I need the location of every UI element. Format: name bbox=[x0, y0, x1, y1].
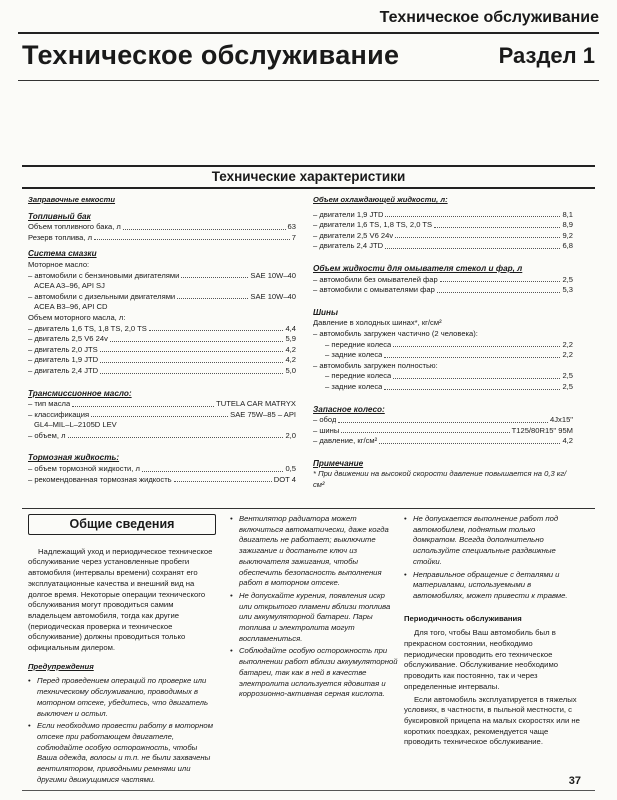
spec-line: Объем топливного бака, л 63 bbox=[28, 222, 296, 232]
spec-line: – двигатель 1,6 TS, 1,8 TS, 2,0 TS 4,4 bbox=[28, 323, 296, 333]
section-divider bbox=[22, 508, 595, 509]
motor-oil-label: Моторное масло: bbox=[28, 259, 90, 269]
spec-line: – давление, кг/см² 4,2 bbox=[313, 436, 573, 446]
spec-line: – автомобили с бензиновыми двигателями SAE 10W–40 bbox=[28, 270, 296, 280]
spec-line: – двигатель 2,0 JTS 4,2 bbox=[28, 344, 296, 354]
header-rule bbox=[18, 80, 599, 81]
list-item: • Неправильное обращение с деталями и материалами, используемыми в автомобилях, может привести к травме. bbox=[404, 569, 568, 600]
spec-line: – классификация SAE 75W–85 – API bbox=[28, 409, 296, 419]
spec-line: – двигатели 2,5 V6 24v 9,2 bbox=[313, 230, 573, 240]
list-item: • Перед проведением операций по проверке или техническому обслуживанию, проводимых в моторном отсеке, убедитесь, что двигатель выключен и остыл. bbox=[28, 676, 209, 718]
spec-line: – автомобили без омывателей фар 2,5 bbox=[313, 274, 573, 284]
list-item: • Соблюдайте особую осторожность при выполнении работ вблизи аккумуляторной батареи, так как в ней в качестве электролита используется ядовитая и коррозионно-активная серная кислота. bbox=[230, 646, 398, 699]
full-load-label: – автомобиль загружен полностью: bbox=[313, 360, 438, 370]
list-item: • Не допускается выполнение работ под автомобилем, поднятым только домкратом. Всегда дополнительно используйте специальные раздвижные стойки. bbox=[404, 514, 559, 566]
chapter-title: Техническое обслуживание bbox=[22, 40, 400, 70]
general-column-2 bbox=[230, 514, 398, 702]
oil-petrol-spec: ACEA A3–96, API SJ bbox=[34, 281, 105, 291]
trans-class-spec: GL4–MIL–L–2105D LEV bbox=[34, 420, 117, 430]
spec-line: – двигатели 1,9 JTD 8,1 bbox=[313, 209, 573, 219]
warnings-heading: Предупреждения bbox=[28, 661, 94, 671]
bottom-rule bbox=[22, 790, 595, 791]
spec-line: – двигатель 2,4 JTD 6,8 bbox=[313, 241, 573, 251]
general-column-1 bbox=[28, 514, 216, 787]
refill-heading: Заправочные емкости bbox=[28, 195, 116, 204]
page-number: 37 bbox=[568, 775, 581, 787]
spec-line: – объем тормозной жидкости, л 0,5 bbox=[28, 464, 296, 474]
list-item: • Не допускайте курения, появления искр или открытого пламени вблизи топлива или аккумуляторной батареи. Пары топлива и электролита могут воспламениться. bbox=[230, 590, 391, 643]
spec-line: – объем, л 2,0 bbox=[28, 430, 296, 440]
tyres-heading: Шины bbox=[313, 307, 338, 317]
spec-line: – обод 4Jx15" bbox=[313, 415, 573, 425]
spec-line: – шины T125/80R15" 95M bbox=[313, 425, 573, 435]
note-text: * При движении на высокой скорости давление повышается на 0,3 кг/см² bbox=[313, 469, 567, 490]
washer-heading: Объем жидкости для омывателя стекол и фар, л bbox=[313, 263, 523, 273]
trans-heading: Трансмиссионное масло: bbox=[28, 388, 132, 398]
spec-line: – задние колеса 2,2 bbox=[325, 350, 573, 360]
spec-line: – передние колеса 2,2 bbox=[325, 339, 573, 349]
spare-heading: Запасное колесо: bbox=[313, 404, 385, 414]
spec-line: – двигатель 1,9 JTD 4,2 bbox=[28, 355, 296, 365]
spec-line: – автомобили с омывателями фар 5,3 bbox=[313, 285, 573, 295]
spec-line: Резерв топлива, л 7 bbox=[28, 232, 296, 242]
oil-diesel-spec: ACEA B3–96, API CD bbox=[34, 302, 108, 312]
oil-volume-label: Объем моторного масла, л: bbox=[28, 312, 126, 322]
partial-load-label: – автомобиль загружен частично (2 человека): bbox=[313, 328, 478, 338]
spec-line: – двигатель 2,5 V6 24v 5,9 bbox=[28, 334, 296, 344]
note-heading: Примечание bbox=[313, 458, 364, 468]
lube-heading: Система смазки bbox=[28, 249, 97, 259]
general-info-title: Общие сведения bbox=[28, 514, 216, 535]
spec-line: – тип масла TUTELA CAR MATRYX bbox=[28, 399, 296, 409]
tyre-pressure-label: Давление в холодных шинах*, кг/см² bbox=[313, 318, 442, 328]
coolant-heading: Объем охлаждающей жидкости, л: bbox=[313, 195, 448, 204]
spec-line: – рекомендованная тормозная жидкость DOT 4 bbox=[28, 474, 296, 484]
spec-line: – автомобили с дизельными двигателями SAE 10W–40 bbox=[28, 291, 296, 301]
period-heading: Периодичность обслуживания bbox=[404, 613, 522, 623]
spec-banner: Технические характеристики bbox=[22, 165, 595, 189]
brake-heading: Тормозная жидкость: bbox=[28, 453, 120, 463]
section-label: Раздел 1 bbox=[498, 43, 595, 68]
general-paragraph-1: Надлежащий уход и периодическое техническое обслуживание через установленные пробеги автомобиля (интервалы времени) сохранят его эксплуатационные качества и внешний вид на долгое время. Некоторые операции технического обслуживания могут проводиться самим владельцем автомобиля, тогда как другие (периодическая проверка и техническое обслуживание) должны проводиться только официальным дилером. bbox=[28, 546, 213, 653]
spec-column-left bbox=[28, 195, 296, 485]
spec-line: – двигатель 2,4 JTD 5,0 bbox=[28, 365, 296, 375]
general-paragraph-3: Если автомобиль эксплуатируется в тяжелых условиях, в частности, в пыльной местности, с буксировкой прицепа на малых скоростях или не коротких поездках, рекомендуется чаще проводить техническое обслуживание. bbox=[404, 694, 580, 747]
spec-column-right bbox=[313, 195, 573, 491]
list-item: • Вентилятор радиатора может включиться автоматически, даже когда двигатель не работает; выключите зажигание и достаньте ключ из выключателя зажигания, чтобы обеспечить безопасность выполнения работ в моторном отсеке. bbox=[230, 514, 389, 588]
general-paragraph-2: Для того, чтобы Ваш автомобиль был в прекрасном состоянии, необходимо периодически проводить его техническое обслуживание. Обслуживание необходимо проводить как постоянно, так и через определенные интервалы. bbox=[404, 628, 559, 691]
spec-line: – задние колеса 2,5 bbox=[325, 381, 573, 391]
spec-line: – передние колеса 2,5 bbox=[325, 371, 573, 381]
general-column-3 bbox=[404, 514, 580, 750]
list-item: • Если необходимо провести работу в моторном отсеке при работающем двигателе, соблюдайте особую осторожность, чтобы Ваша одежда, волосы и т.п. не были захвачены вентилятором, приводными ремнями или другими движущимися частями. bbox=[28, 721, 213, 784]
fuel-tank-heading: Топливный бак bbox=[28, 211, 91, 221]
running-head: Техническое обслуживание bbox=[18, 6, 599, 34]
spec-line: – двигатели 1,6 TS, 1,8 TS, 2,0 TS 8,9 bbox=[313, 220, 573, 230]
